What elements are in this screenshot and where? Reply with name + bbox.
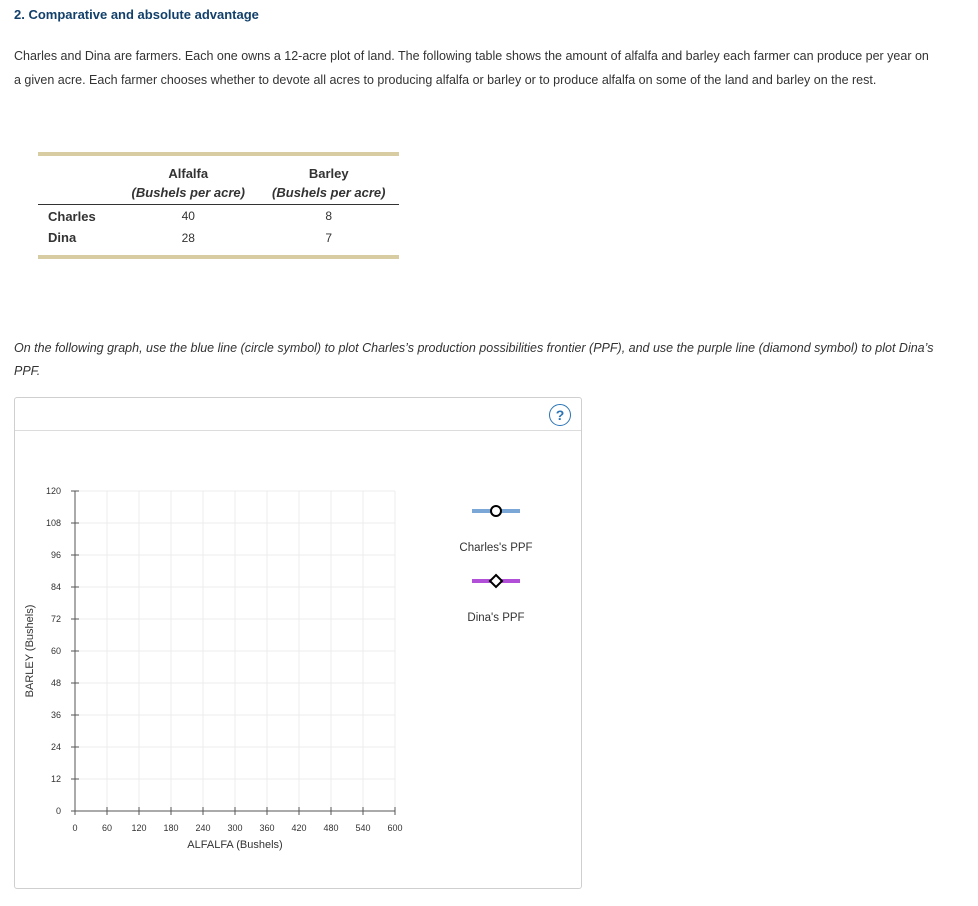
cell-barley: 8 (325, 209, 333, 223)
x-tick-label: 300 (227, 823, 243, 833)
diamond-marker-icon (490, 575, 502, 587)
y-tick-label: 48 (50, 678, 61, 688)
y-tick-label: 72 (50, 614, 61, 624)
graph-panel (14, 397, 582, 889)
x-tick-label: 240 (195, 823, 211, 833)
x-tick-label: 540 (355, 823, 371, 833)
column-header-barley: Barley (308, 166, 349, 181)
legend-charles-label: Charles's PPF (459, 542, 533, 554)
production-table (38, 152, 399, 259)
grid (75, 491, 395, 811)
y-tick-label: 60 (50, 646, 61, 656)
x-tick-label: 360 (259, 823, 275, 833)
y-tick-label: 12 (50, 774, 61, 784)
table-row (38, 227, 399, 257)
question-title: 2. Comparative and absolute advantage (14, 7, 259, 22)
cell-alfalfa: 40 (181, 209, 195, 223)
cell-barley: 7 (325, 231, 333, 245)
circle-marker-icon (491, 506, 501, 516)
legend-dina-label: Dina's PPF (467, 612, 525, 624)
table-row (38, 205, 399, 228)
y-axis-label: BARLEY (Bushels) (24, 604, 36, 698)
x-tick-label: 0 (72, 823, 78, 833)
y-tick-label: 24 (50, 742, 61, 752)
row-name: Dina (48, 230, 77, 245)
x-tick-label: 180 (163, 823, 179, 833)
row-name: Charles (48, 208, 96, 224)
y-tick-label: 108 (45, 518, 61, 528)
y-tick-label: 0 (55, 806, 61, 816)
graph-instruction: On the following graph, use the blue line (circle symbol) to plot Charles’s production possibilities frontier (PPF), and use the purple line (diamond symbol) to plot Dina’s PPF. (14, 341, 934, 378)
y-tick-label: 120 (45, 486, 61, 496)
x-tick-label: 420 (291, 823, 307, 833)
legend-dina-tool[interactable] (472, 575, 520, 587)
column-subheader-alfalfa: (Bushels per acre) (118, 181, 259, 205)
question-intro: Charles and Dina are farmers. Each one owns a 12-acre plot of land. The following table shows the amount of alfalfa and barley each farmer can produce per year on a given acre. Each farmer chooses whether to devote all acres to producing alfalfa or barley or to produce alfalfa on some of the land and barley on the rest. (14, 49, 929, 87)
x-tick-label: 120 (131, 823, 147, 833)
column-subheader-barley: (Bushels per acre) (259, 181, 400, 205)
tick-labels (46, 486, 403, 833)
ppf-chart[interactable] (15, 398, 581, 888)
x-tick-label: 60 (101, 823, 113, 833)
x-tick-label: 600 (387, 823, 403, 833)
y-tick-label: 36 (50, 710, 61, 720)
x-tick-label: 480 (323, 823, 339, 833)
y-tick-label: 84 (50, 582, 61, 592)
help-icon[interactable]: ? (549, 404, 571, 426)
axes (71, 491, 395, 815)
column-header-alfalfa: Alfalfa (168, 166, 209, 181)
legend-charles-tool[interactable] (472, 506, 520, 516)
cell-alfalfa: 28 (181, 231, 195, 245)
x-axis-label: ALFALFA (Bushels) (187, 839, 283, 851)
y-tick-label: 96 (50, 550, 61, 560)
